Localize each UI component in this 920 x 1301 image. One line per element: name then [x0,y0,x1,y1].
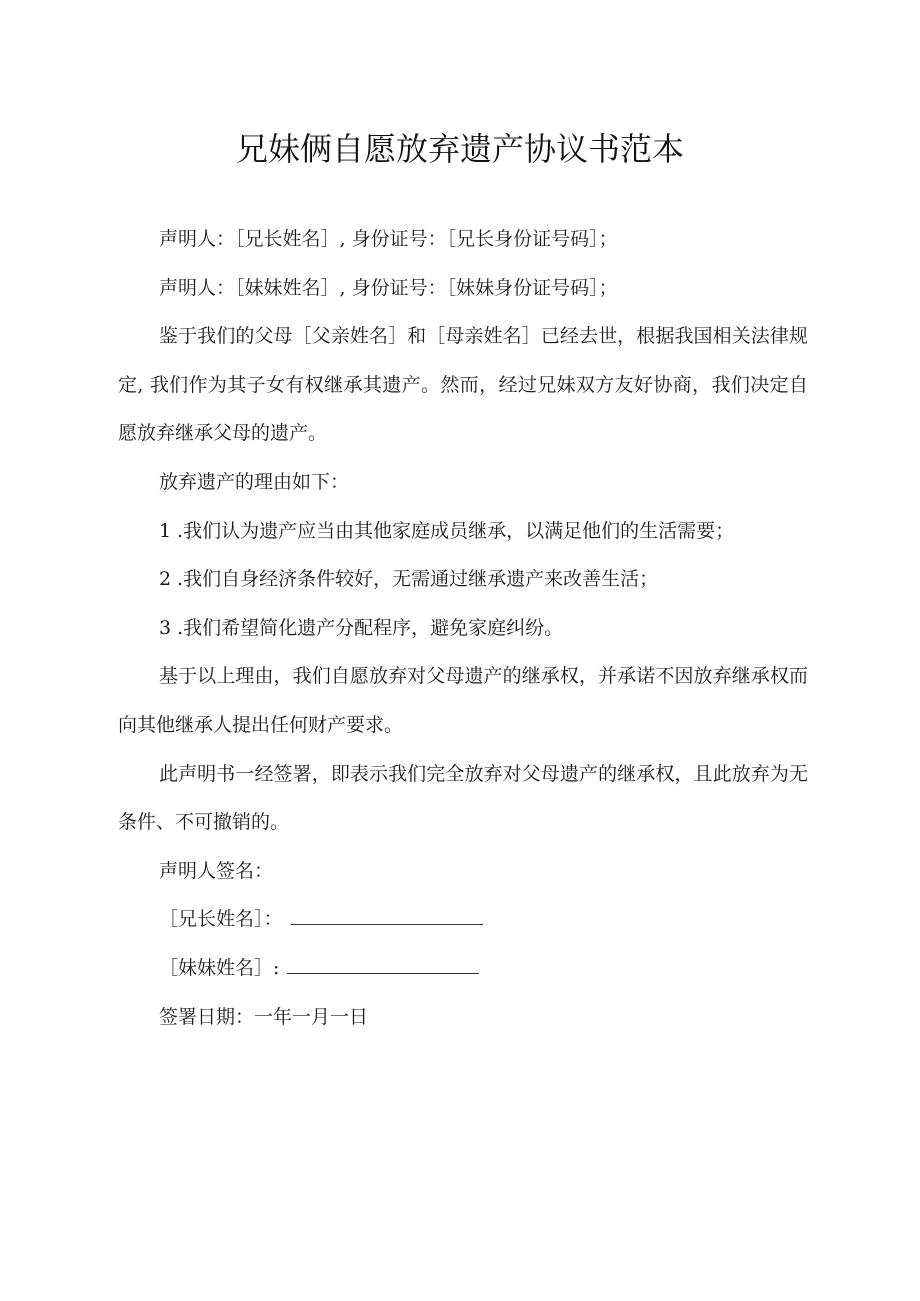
signature-sister-line [287,972,479,974]
background-paragraph: 鉴于我们的父母［父亲姓名］和［母亲姓名］已经去世，根据我国相关法律规定, 我们作为其子女有权继承其遗产。然而，经过兄妹双方友好协商，我们决定自愿放弃继承父母的遗产。 [118,325,808,445]
effect-paragraph: 此声明书一经签署，即表示我们完全放弃对父母遗产的继承权，且此放弃为无条件、不可撤销的。 [118,762,808,834]
signing-date: 签署日期：一年一月一日 [159,1005,369,1028]
signature-heading: 声明人签名： [159,859,274,882]
signature-sister-label: ［妹妹姓名］: [159,956,280,979]
declarant-brother: 声明人：［兄长姓名］, 身份证号：［兄长身份证号码］； [159,228,618,250]
signature-brother-line [291,923,483,925]
reason-item: 2 .我们自身经济条件较好，无需通过继承遗产来改善生活； [159,568,659,591]
reason-item: 1 .我们认为遗产应当由其他家庭成员继承，以满足他们的生活需要； [159,519,735,542]
reasons-heading: 放弃遗产的理由如下： [159,470,350,493]
declarant-sister: 声明人：［妹妹姓名］, 身份证号：［妹妹身份证号码］； [159,276,618,299]
commitment-paragraph: 基于以上理由，我们自愿放弃对父母遗产的继承权，并承诺不因放弃继承权而向其他继承人提出任何财产要求。 [118,665,808,736]
signature-sister-row [118,944,808,993]
document-title: 兄妹俩自愿放弃遗产协议书范本 [235,130,684,168]
signature-brother-row [118,895,808,944]
reason-item: 3 .我们希望简化遗产分配程序，避免家庭纠纷。 [159,616,564,639]
signature-brother-label: ［兄长姓名］： [159,908,283,931]
document-body [118,215,808,1041]
